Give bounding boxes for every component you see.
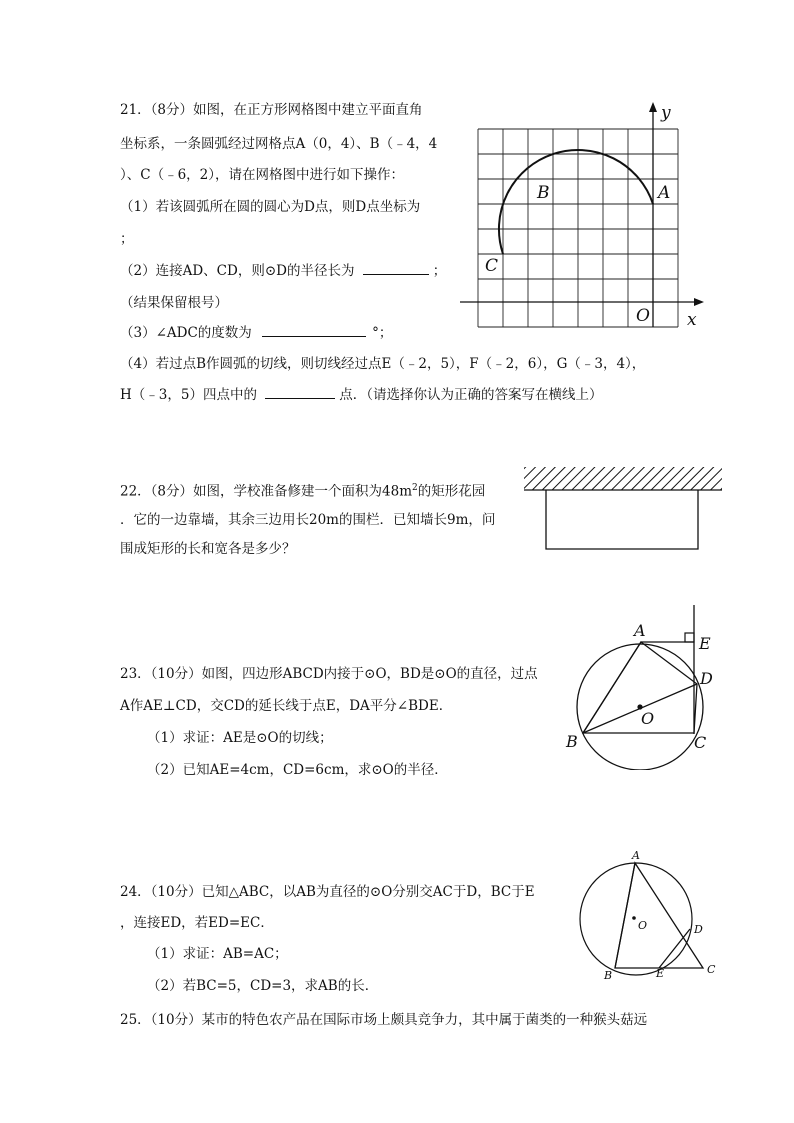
grid-lines (478, 129, 678, 327)
q21-line-4: （1）若该圆弧所在圆的圆心为D点，则D点坐标为 (120, 199, 421, 215)
q21-line-7: （结果保留根号） (120, 295, 228, 311)
q21-line-10 (120, 386, 603, 404)
q24-line-3: （1）求证：AB=AC； (147, 946, 288, 962)
q22-garden-figure (520, 462, 726, 554)
x-axis-arrow-icon (694, 298, 704, 306)
q23-line-3: （1）求证：AE是⊙O的切线； (147, 730, 333, 746)
q24-circle-figure (570, 845, 730, 985)
q24-line-4: （2）若BC=5，CD=3，求AB的长． (147, 978, 379, 994)
q23-line-4: （2）已知AE=4cm，CD=6cm，求⊙O的半径． (147, 762, 448, 778)
right-angle-icon (685, 633, 694, 642)
point-a-label: A (632, 849, 640, 862)
circle-o (580, 863, 692, 975)
point-a-label: A (658, 183, 671, 203)
q22-exponent: 2 (412, 483, 418, 493)
q21-answer-blank-3[interactable] (262, 324, 366, 337)
point-o-label: O (638, 919, 648, 932)
q22-line-1-end: 的矩形花园 (417, 483, 486, 500)
q21-q3-end: °； (372, 325, 393, 341)
wall-hatching (524, 467, 722, 490)
q21-q2-text: （2）连接AD、CD，则⊙D的半径长为 (120, 263, 355, 279)
triangle-abc (615, 863, 703, 968)
q23-line-2: A作AE⊥CD，交CD的延长线于点E，DA平分∠BDE． (120, 698, 453, 714)
q21-q4-text: H（﹣3，5）四点中的 (120, 387, 257, 403)
q21-answer-blank-4[interactable] (265, 386, 335, 399)
q22-line-2: ．它的一边靠墙，其余三边用长20m的围栏．已知墙长9m，问 (120, 512, 496, 528)
q23-line-1: 23．（10分）如图，四边形ABCD内接于⊙O，BD是⊙O的直径，过点 (120, 666, 538, 682)
x-axis-label: x (687, 310, 697, 330)
point-b-label: B (566, 732, 578, 751)
q25-line-1: 25．（10分）某市的特色农产品在国际市场上颇具竞争力，其中属于菌类的一种猴头菇远 (120, 1012, 648, 1028)
y-axis-arrow-icon (649, 102, 657, 112)
origin-label: O (636, 306, 650, 326)
q24-line-1: 24．（10分）已知△ABC，以AB为直径的⊙O分别交AC于D，BC于E (120, 884, 535, 900)
point-a-label: A (634, 621, 646, 640)
q22-line-3: 围成矩形的长和宽各是多少？ (120, 541, 296, 557)
q23-circle-figure (560, 600, 730, 770)
quadrilateral-abcd (583, 642, 697, 733)
diameter-ab (615, 863, 635, 968)
point-e-label: E (656, 967, 665, 980)
y-axis-label: y (661, 103, 671, 123)
point-d-label: D (694, 923, 703, 936)
point-d-label: D (700, 669, 713, 688)
point-c-label: C (707, 963, 716, 976)
q22-line-1 (120, 479, 485, 501)
line-ab (583, 642, 641, 733)
q21-grid-figure (455, 100, 705, 330)
q21-line-8 (120, 324, 392, 342)
point-c-label: C (485, 256, 499, 276)
point-e-label: E (699, 634, 711, 653)
q21-q3-text: （3）∠ADC的度数为 (120, 325, 252, 341)
point-c-label: C (694, 733, 707, 752)
q21-line-2: 坐标系，一条圆弧经过网格点A（0，4）、B（﹣4，4 (120, 136, 438, 152)
q21-q2-end: ； (432, 263, 447, 279)
q21-line-6 (120, 262, 446, 280)
segment-ed (659, 929, 690, 968)
q21-line-9: （4）若过点B作圆弧的切线，则切线经过点E（﹣2，5），F（﹣2，6），G（﹣3，4）， (120, 356, 646, 372)
circular-arc (499, 150, 653, 254)
axes (460, 106, 701, 327)
garden-rectangle (546, 490, 698, 549)
q21-q4-end: 点．（请选择你认为正确的答案写在横线上） (339, 387, 603, 403)
center-dot (632, 916, 636, 920)
point-o-label: O (641, 709, 655, 728)
q22-line-1-text: 22．（8分）如图，学校准备修建一个面积为48m (120, 483, 412, 500)
point-b-label: B (537, 183, 550, 203)
q24-line-2: ，连接ED，若ED=EC． (120, 915, 274, 931)
q21-answer-blank-2[interactable] (363, 262, 429, 275)
point-b-label: B (604, 969, 613, 982)
q21-line-3: ）、C（﹣6，2），请在网格图中进行如下操作： (120, 167, 405, 183)
q21-line-5: ； (120, 231, 134, 247)
q21-line-1: 21．（8分）如图，在正方形网格图中建立平面直角 (120, 102, 423, 118)
